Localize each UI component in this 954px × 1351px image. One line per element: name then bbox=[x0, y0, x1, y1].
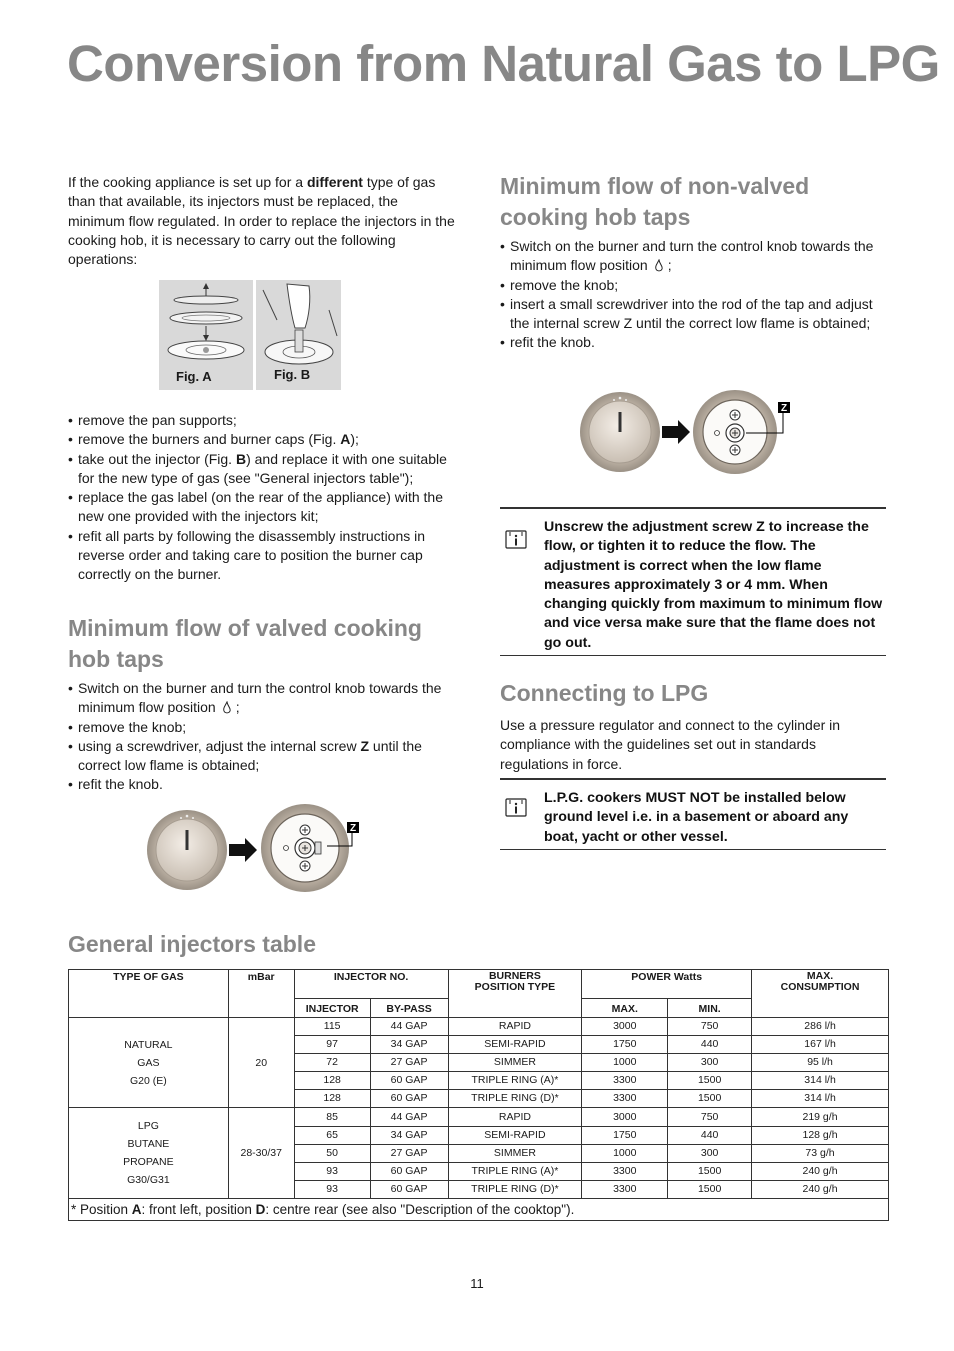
power-max-cell: 1750 bbox=[582, 1126, 668, 1144]
operations-list bbox=[68, 411, 458, 585]
bypass-cell: 44 GAP bbox=[370, 1018, 448, 1036]
consumption-cell: 73 g/h bbox=[752, 1144, 889, 1162]
burner-type-cell: SEMI-RAPID bbox=[448, 1036, 582, 1054]
gas-type-line: BUTANE bbox=[127, 1138, 170, 1151]
power-min-cell: 1500 bbox=[668, 1162, 752, 1180]
list-item: • remove the burners and burner caps (Fig. A); bbox=[68, 430, 458, 449]
injector-cell: 128 bbox=[294, 1090, 370, 1108]
intro-paragraph: If the cooking appliance is set up for a different type of gas than that available, its injectors must be replaced, the minimum flow regulated. In order to replace the injectors in the cooking hob, it is necessary to carry out the following operations: bbox=[68, 174, 455, 268]
bypass-cell: 60 GAP bbox=[370, 1180, 448, 1198]
consumption-cell: 314 l/h bbox=[752, 1072, 889, 1090]
injector-cell: 115 bbox=[294, 1018, 370, 1036]
lpg-heading: Connecting to LPG bbox=[500, 680, 709, 706]
lpg-warning-note bbox=[500, 778, 886, 850]
valved-list bbox=[68, 679, 458, 795]
power-min-cell: 750 bbox=[668, 1018, 752, 1036]
info-icon bbox=[505, 798, 527, 817]
burner-type-cell: RAPID bbox=[448, 1108, 582, 1126]
burner-type-cell: TRIPLE RING (A)* bbox=[448, 1072, 582, 1090]
injector-cell: 93 bbox=[294, 1162, 370, 1180]
list-item: • Switch on the burner and turn the control knob towards the minimum flow position ; bbox=[500, 237, 886, 276]
power-min-cell: 300 bbox=[668, 1144, 752, 1162]
header-bypass: BY-PASS bbox=[370, 999, 448, 1018]
burner-type-cell: SIMMER bbox=[448, 1144, 582, 1162]
gas-type-line: G20 (E) bbox=[129, 1074, 167, 1087]
table-row bbox=[69, 1108, 889, 1126]
bypass-cell: 27 GAP bbox=[370, 1054, 448, 1072]
burner-type-cell: TRIPLE RING (D)* bbox=[448, 1180, 582, 1198]
bypass-cell: 60 GAP bbox=[370, 1090, 448, 1108]
injector-cell: 72 bbox=[294, 1054, 370, 1072]
injector-cell: 93 bbox=[294, 1180, 370, 1198]
figure-a-b bbox=[159, 280, 341, 390]
page-number: 11 bbox=[470, 1276, 484, 1291]
gas-type-line: G30/G31 bbox=[127, 1174, 170, 1187]
consumption-cell: 240 g/h bbox=[752, 1180, 889, 1198]
injector-cell: 65 bbox=[294, 1126, 370, 1144]
page-title: Conversion from Natural Gas to LPG bbox=[67, 35, 940, 92]
non-valved-knob-illustration bbox=[578, 382, 798, 482]
list-item: • replace the gas label (on the rear of the appliance) with the new one provided with the injectors kit; bbox=[68, 488, 458, 527]
list-item: • insert a small screwdriver into the rod of the tap and adjust the internal screw Z until the correct low flame is obtained; bbox=[500, 295, 886, 334]
bypass-cell: 34 GAP bbox=[370, 1126, 448, 1144]
power-max-cell: 1750 bbox=[582, 1036, 668, 1054]
bypass-cell: 44 GAP bbox=[370, 1108, 448, 1126]
injector-cell: 128 bbox=[294, 1072, 370, 1090]
header-consumption: MAX. CONSUMPTION bbox=[752, 970, 889, 1018]
z-label: Z bbox=[349, 823, 357, 834]
power-min-cell: 1500 bbox=[668, 1180, 752, 1198]
injector-cell: 97 bbox=[294, 1036, 370, 1054]
burner-type-cell: RAPID bbox=[448, 1018, 582, 1036]
gas-type-cell bbox=[69, 1018, 229, 1108]
non-valved-list bbox=[500, 237, 886, 353]
list-item: • remove the pan supports; bbox=[68, 411, 458, 430]
power-max-cell: 3300 bbox=[582, 1072, 668, 1090]
gas-type-line: LPG bbox=[137, 1120, 159, 1133]
burner-type-cell: SEMI-RAPID bbox=[448, 1126, 582, 1144]
list-item: • refit all parts by following the disassembly instructions in reverse order and taking care to position the burner cap correctly on the burner. bbox=[68, 527, 458, 585]
power-max-cell: 3300 bbox=[582, 1162, 668, 1180]
power-min-cell: 440 bbox=[668, 1126, 752, 1144]
injector-cell: 85 bbox=[294, 1108, 370, 1126]
consumption-cell: 95 l/h bbox=[752, 1054, 889, 1072]
consumption-cell: 128 g/h bbox=[752, 1126, 889, 1144]
header-burners: BURNERS POSITION TYPE bbox=[448, 970, 582, 1018]
power-min-cell: 1500 bbox=[668, 1072, 752, 1090]
burner-type-cell: TRIPLE RING (D)* bbox=[448, 1090, 582, 1108]
header-mbar: mBar bbox=[228, 970, 294, 1018]
non-valved-heading: Minimum flow of non-valved cooking hob taps bbox=[500, 173, 810, 230]
injector-cell: 50 bbox=[294, 1144, 370, 1162]
gas-type-cell bbox=[69, 1108, 229, 1198]
gas-type-line: NATURAL bbox=[124, 1038, 173, 1051]
mbar-cell: 28-30/37 bbox=[228, 1108, 294, 1198]
consumption-cell: 240 g/h bbox=[752, 1162, 889, 1180]
header-min: MIN. bbox=[668, 999, 752, 1018]
table-heading: General injectors table bbox=[68, 931, 316, 957]
gas-type-line: PROPANE bbox=[123, 1156, 174, 1169]
power-max-cell: 1000 bbox=[582, 1144, 668, 1162]
list-item: • remove the knob; bbox=[68, 718, 458, 737]
list-item: • refit the knob. bbox=[500, 333, 886, 352]
consumption-cell: 167 l/h bbox=[752, 1036, 889, 1054]
z-label: Z bbox=[780, 403, 788, 414]
burner-type-cell: SIMMER bbox=[448, 1054, 582, 1072]
burner-type-cell: TRIPLE RING (A)* bbox=[448, 1162, 582, 1180]
power-max-cell: 3000 bbox=[582, 1018, 668, 1036]
mbar-cell: 20 bbox=[228, 1018, 294, 1108]
adjustment-note-text: Unscrew the adjustment screw Z to increase the flow, or tighten it to reduce the flow. The adjustment is correct when the low flame measures approximately 3 or 4 mm. When changing quickly from maximum to minimum flow and vice versa make sure that the flame does not go out. bbox=[544, 519, 883, 651]
injectors-table bbox=[68, 969, 889, 1221]
consumption-cell: 314 l/h bbox=[752, 1090, 889, 1108]
power-min-cell: 440 bbox=[668, 1036, 752, 1054]
power-max-cell: 3000 bbox=[582, 1108, 668, 1126]
header-power: POWER Watts bbox=[582, 970, 752, 999]
power-min-cell: 300 bbox=[668, 1054, 752, 1072]
bypass-cell: 34 GAP bbox=[370, 1036, 448, 1054]
bypass-cell: 60 GAP bbox=[370, 1162, 448, 1180]
list-item: • Switch on the burner and turn the control knob towards the minimum flow position ; bbox=[68, 679, 458, 718]
injectors-table-body bbox=[69, 1018, 889, 1199]
header-type-of-gas: TYPE OF GAS bbox=[69, 970, 229, 1018]
list-item: • refit the knob. bbox=[68, 775, 458, 794]
fig-b-label: Fig. B bbox=[274, 367, 311, 382]
header-injector-no: INJECTOR NO. bbox=[294, 970, 448, 999]
header-injector: INJECTOR bbox=[294, 999, 370, 1018]
table-row bbox=[69, 1018, 889, 1036]
table-footnote: * Position A: front left, position D: centre rear (see also "Description of the cooktop"). bbox=[69, 1198, 889, 1220]
power-max-cell: 3300 bbox=[582, 1180, 668, 1198]
min-flame-icon bbox=[654, 259, 664, 272]
bypass-cell: 27 GAP bbox=[370, 1144, 448, 1162]
adjustment-note bbox=[500, 507, 886, 656]
consumption-cell: 219 g/h bbox=[752, 1108, 889, 1126]
list-item: • take out the injector (Fig. B) and replace it with one suitable for the new type of gas (see "General injectors table"); bbox=[68, 450, 458, 489]
power-min-cell: 1500 bbox=[668, 1090, 752, 1108]
min-flame-icon bbox=[222, 701, 232, 714]
lpg-warning-text: L.P.G. cookers MUST NOT be installed below ground level i.e. in a basement or aboard any boat, yacht or other vessel. bbox=[544, 790, 849, 845]
bypass-cell: 60 GAP bbox=[370, 1072, 448, 1090]
fig-a-label: Fig. A bbox=[176, 369, 212, 384]
power-min-cell: 750 bbox=[668, 1108, 752, 1126]
consumption-cell: 286 l/h bbox=[752, 1018, 889, 1036]
info-icon bbox=[505, 530, 527, 549]
gas-type-line: GAS bbox=[137, 1056, 160, 1069]
list-item: • remove the knob; bbox=[500, 276, 886, 295]
lpg-paragraph: Use a pressure regulator and connect to the cylinder in compliance with the guidelines set out in standards regulations in force. bbox=[500, 717, 841, 772]
valved-knob-illustration bbox=[145, 800, 365, 900]
header-max: MAX. bbox=[582, 999, 668, 1018]
power-max-cell: 3300 bbox=[582, 1090, 668, 1108]
list-item: • using a screwdriver, adjust the internal screw Z until the correct low flame is obtained; bbox=[68, 737, 458, 776]
figure-divider bbox=[253, 280, 256, 390]
power-max-cell: 1000 bbox=[582, 1054, 668, 1072]
valved-heading: Minimum flow of valved cooking hob taps bbox=[68, 615, 422, 672]
